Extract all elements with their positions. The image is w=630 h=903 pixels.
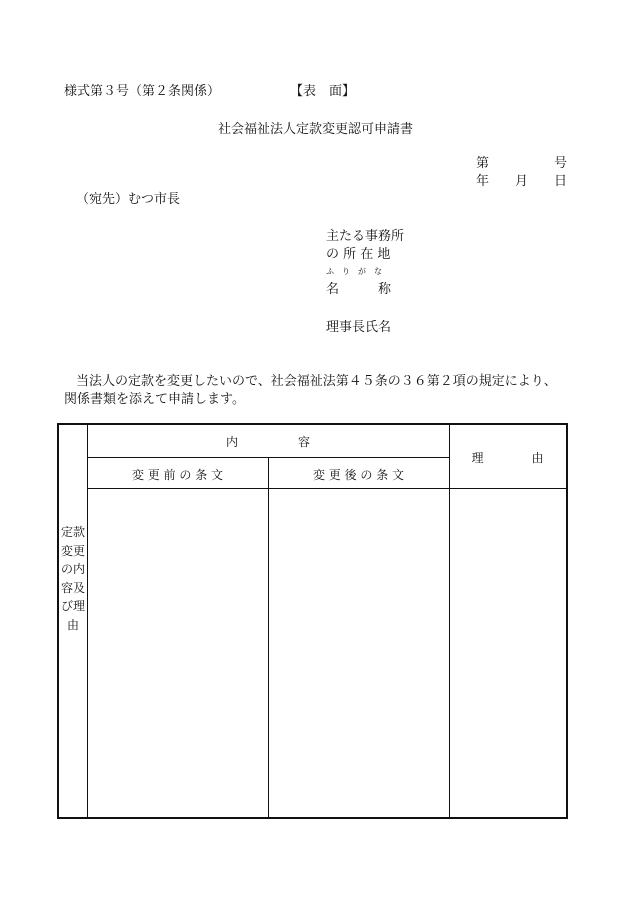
content-header: 内 容 [225, 435, 310, 449]
body-text-line1: 当法人の定款を変更したいので、社会福祉法第４５条の３６第２項の規定により、 [76, 374, 557, 389]
table-header-split [87, 457, 449, 458]
before-header: 変 更 前 の 条 文 [131, 468, 224, 482]
form-number: 様式第３号（第２条関係） [64, 84, 221, 99]
chairman-label: 理事長氏名 [326, 320, 392, 335]
doc-number-go: 号 [554, 156, 568, 171]
after-text-cell[interactable] [269, 489, 449, 817]
date-day: 日 [554, 174, 568, 189]
after-header: 変 更 後 の 条 文 [312, 468, 405, 482]
side-label: 【表 面】 [290, 84, 356, 99]
before-text-cell[interactable] [88, 489, 268, 817]
doc-number-dai: 第 [476, 156, 490, 171]
office-label-line2: の 所 在 地 [326, 247, 391, 262]
reason-header: 理 由 [471, 451, 544, 465]
furigana-label: ふ り が な [326, 267, 382, 276]
document-title: 社会福祉法人定款変更認可申請書 [218, 122, 414, 137]
date-month: 月 [515, 174, 529, 189]
name-label: 名 称 [326, 282, 392, 297]
office-label-line1: 主たる事務所 [326, 229, 405, 244]
body-text-line2: 関係書類を添えて申請します。 [64, 392, 245, 407]
table-side-label: 定款変更の内容及び理由 [60, 525, 85, 632]
reason-cell[interactable] [450, 489, 566, 817]
amendment-table [57, 423, 568, 819]
date-year: 年 [476, 174, 490, 189]
addressee: （宛先）むつ市長 [76, 192, 181, 207]
